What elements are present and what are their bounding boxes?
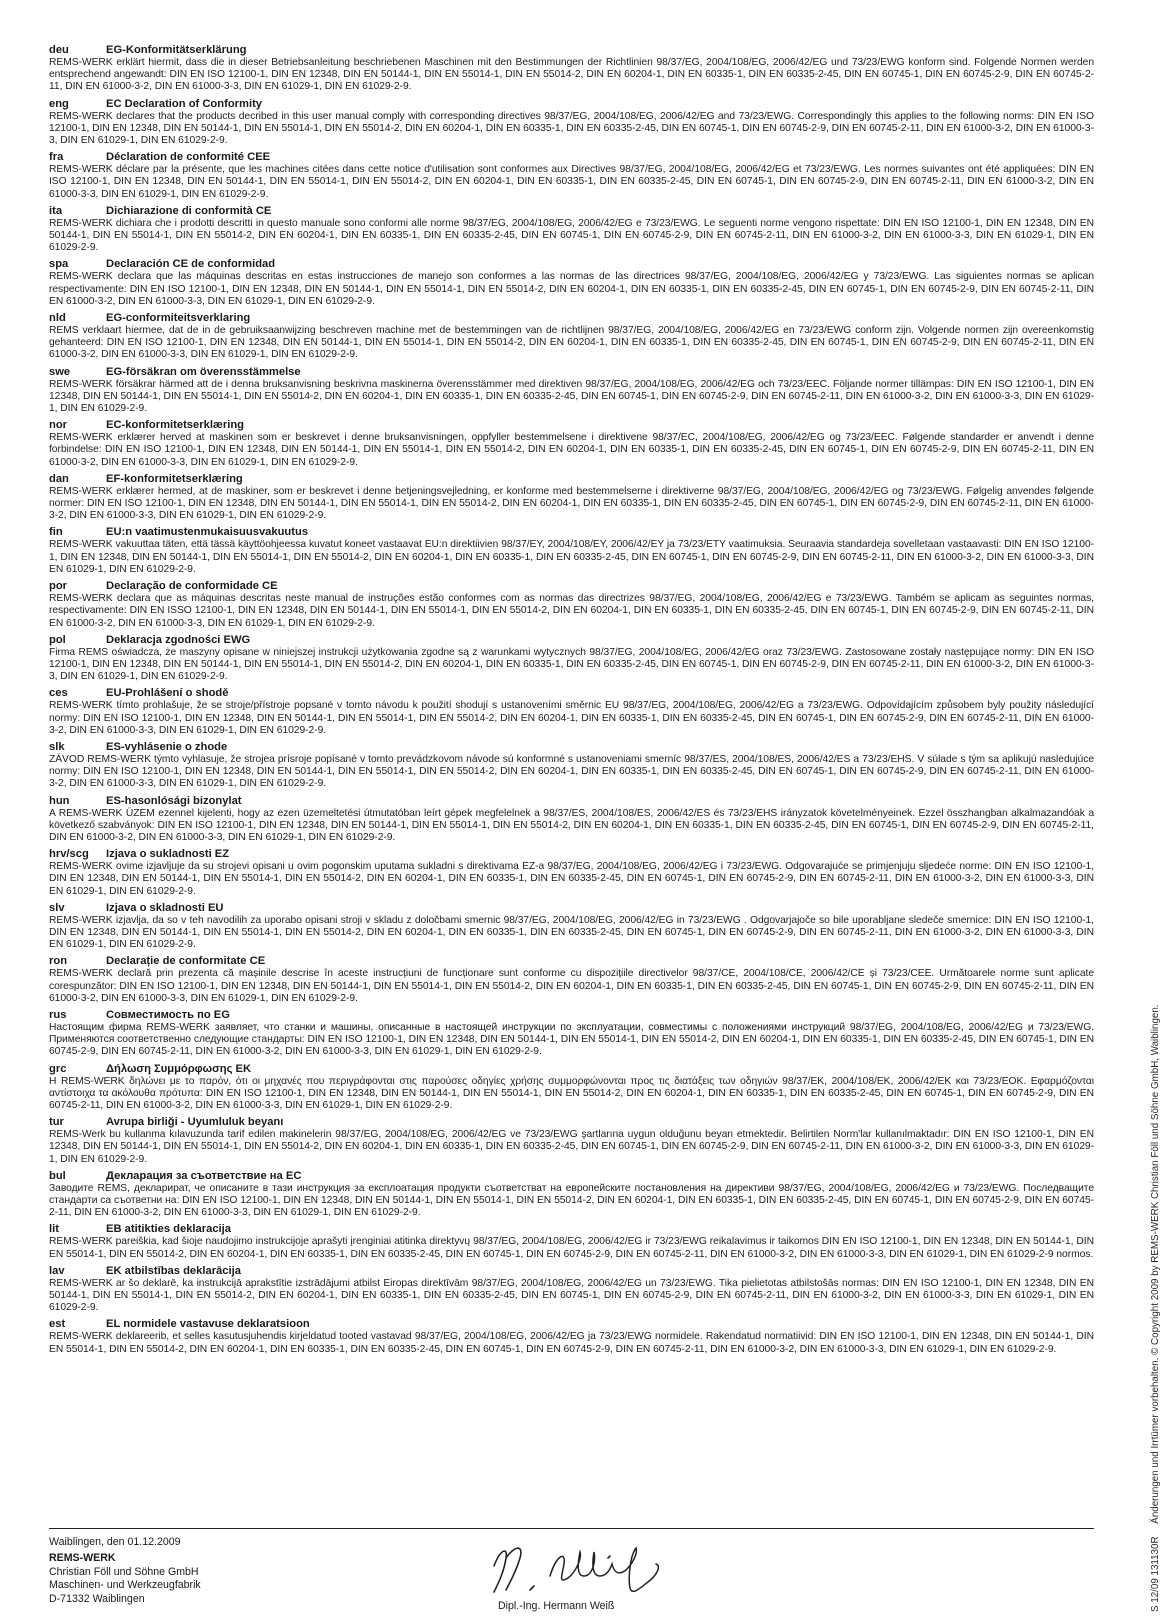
declaration-section bbox=[49, 1170, 1094, 1220]
language-code: ces bbox=[49, 687, 68, 700]
section-heading bbox=[49, 848, 1094, 861]
declaration-section bbox=[49, 741, 1094, 791]
section-body: REMS-WERK declara que las máquinas descritas en estas instrucciones de manejo son conformes a las normas de las directrices 98/37/EG, 2004/108/EG, 2006/42/EG y 73/23/EWG. Las siguientes normas se aplican respectivamente: DIN EN ISO 12100-1, DIN EN 12348, DIN EN 50144-1, DIN EN 55014-1, DIN EN 55014-2, DIN EN 60204-1, DIN EN 60335-1, DIN EN 60335-2-45, DIN EN 60745-1, DIN EN 60745-2-9, DIN EN 60745-2-11, DIN EN 61000-3-2, DIN EN 61000-3-3, DIN EN 61029-1, DIN EN 61029-2-9. bbox=[49, 271, 1094, 307]
section-title: Avrupa birliği - Uyumluluk beyanı bbox=[106, 1116, 284, 1129]
language-code: fin bbox=[49, 526, 63, 539]
section-body: REMS verklaart hiermee, dat de in de gebruiksaanwijzing beschreven machine met de bestemmingen van de richtlijnen 98/37/EG, 2004/108/EG, 2006/42/EG en 73/23/EWG conform zijn. Volgende normen zijn overeenkomstig gehanteerd: DIN EN ISO 12100-1, DIN EN 12348, DIN EN 50144-1, DIN EN 55014-1, DIN EN 55014-2, DIN EN 60204-1, DIN EN 60335-1, DIN EN 60335-2-45, DIN EN 60745-1, DIN EN 60745-2-9, DIN EN 60745-2-11, DIN EN 61000-3-2, DIN EN 61000-3-3, DIN EN 61029-1, DIN EN 61029-2-9. bbox=[49, 325, 1094, 361]
declaration-section bbox=[49, 795, 1094, 845]
section-title: Совместимость по EG bbox=[106, 1008, 230, 1021]
section-title: EK atbilstības deklarācija bbox=[106, 1264, 241, 1277]
declaration-section bbox=[49, 1318, 1094, 1355]
declaration-section bbox=[49, 1265, 1094, 1315]
section-title: Declaración CE de conformidad bbox=[106, 258, 276, 271]
language-code: nor bbox=[49, 419, 68, 432]
section-title: Δήλωση Συμμόρφωσης ΕΚ bbox=[106, 1062, 252, 1075]
section-title: EF-konformitetserklæring bbox=[106, 472, 243, 485]
section-title: EG-Konformitätserklärung bbox=[106, 44, 247, 56]
declaration-section bbox=[49, 955, 1094, 1005]
declaration-section bbox=[49, 1009, 1094, 1059]
section-heading bbox=[49, 205, 1094, 218]
section-heading bbox=[49, 1265, 1094, 1278]
language-code: nld bbox=[49, 312, 66, 325]
section-body: REMS-WERK pareiškia, kad šioje naudojimo instrukcijoje aprašyti įrenginiai atitinka direktyvų 98/37/EG, 2004/108/EG, 2006/42/EG ir 73/23/EWG reikalavimus ir taikomos DIN EN ISO 12100-1, DIN EN 12348, DIN EN 50144-1, DIN EN 55014-1, DIN EN 55014-2, DIN EN 60204-1, DIN EN 60335-1, DIN EN 60335-2-45, DIN EN 60745-1, DIN EN 60745-2-9, DIN EN 60745-2-11, DIN EN 61000-3-2, DIN EN 61000-3-3, DIN EN 61029-1, DIN EN 61029-2-9 normos. bbox=[49, 1236, 1094, 1260]
section-heading bbox=[49, 366, 1094, 379]
section-body: Заводите REMS, декларират, че описаните в тази инструкция за експлоатация продукти съответстват на европейските постановления на директиви 98/37/EG, 2004/108/EG, 2006/42/EG и 73/23/EWG. Последващите стандарти са съответни на: DIN EN ISO 12100-1, DIN EN 12348, DIN EN 50144-1, DIN EN 55014-1, DIN EN 55014-2, DIN EN 60204-1, DIN EN 60335-1, DIN EN 60335-2-45, DIN EN 60745-1, DIN EN 60745-2-9, DIN EN 60745-2-11, DIN EN 61000-3-2, DIN EN 61000-3-3, DIN EN 61029-1, DIN EN 61029-2-9. bbox=[49, 1182, 1094, 1219]
declaration-section bbox=[49, 902, 1094, 952]
section-body: REMS-WERK declara que as máquinas descritas neste manual de instruções estão conformes com as normas das directrizes 98/37/EG, 2004/108/EG, 2006/42/EG e 73/23/EWG. Também se aplicam as seguintes normas, respectivamente: DIN EN ISSO 12100-1, DIN EN 12348, DIN EN 50144-1, DIN EN 55014-1, DIN EN 55014-2, DIN EN 60204-1, DIN EN 60335-1, DIN EN 60335-2-45, DIN EN 60745-1, DIN EN 60745-2-9, DIN EN 60745-2-11, DIN EN 61000-3-2, DIN EN 61000-3-3, DIN EN 61029-1, DIN EN 61029-2-9. bbox=[49, 593, 1094, 629]
section-body: Η REMS-WERK δηλώνει με το παρόν, ότι οι μηχανές που περιγράφονται στις παρούσες οδηγίες χρήσης συμμορφώνονται προς τις διατάξεις των οδηγιών 98/37/ΕΚ, 2004/108/ΕΚ, 2006/42/ΕΚ και 73/23/ΕΟΚ. Εφαρμόζονται αντίστοιχα τα ακόλουθα πρότυπα: DIN EN ISO 12100-1, DIN EN 12348, DIN EN 50144-1, DIN EN 55014-1, DIN EN 55014-2, DIN EN 60204-1, DIN EN 60335-1, DIN EN 60335-2-45, DIN EN 60745-1, DIN EN 60745-2-9, DIN EN 60745-2-11, DIN EN 61000-3-2, DIN EN 61000-3-3, DIN EN 61029-1, DIN EN 61029-2-9. bbox=[49, 1075, 1094, 1111]
section-heading bbox=[49, 419, 1094, 432]
section-heading bbox=[49, 526, 1094, 539]
language-code: spa bbox=[49, 258, 69, 271]
section-heading bbox=[49, 902, 1094, 915]
declaration-section bbox=[49, 1116, 1094, 1166]
section-body: REMS-WERK dichiara che i prodotti descritti in questo manuale sono conformi alle norme 98/37/EG, 2004/108/EG, 2006/42/EG e 73/23/EWG. Le seguenti norme vengono rispettate: DIN EN ISO 12100-1, DIN EN 12348, DIN EN 50144-1, DIN EN 55014-1, DIN EN 55014-2, DIN EN 60204-1, DIN EN 60335-1, DIN EN 60335-2-45, DIN EN 60745-1, DIN EN 60745-2-9, DIN EN 60745-2-11, DIN EN 61000-3-2, DIN EN 61000-3-3, DIN EN 61029-1, DIN EN 61029-2-9. bbox=[49, 217, 1094, 254]
section-heading bbox=[49, 98, 1094, 111]
company-address: D-71332 Waiblingen bbox=[49, 1592, 145, 1605]
declaration-section bbox=[49, 687, 1094, 737]
company-name: REMS-WERK bbox=[49, 1552, 116, 1565]
declaration-section bbox=[49, 205, 1094, 255]
declaration-section bbox=[49, 1223, 1094, 1260]
company-line-1: Christian Föll und Söhne GmbH bbox=[49, 1565, 199, 1578]
issuer-block bbox=[49, 1536, 201, 1606]
section-title: Izjava o sukladnosti EZ bbox=[106, 848, 230, 861]
declaration-section bbox=[49, 151, 1094, 201]
declaration-section bbox=[49, 526, 1094, 576]
language-code: swe bbox=[49, 365, 71, 378]
section-body: REMS-WERK ovime izjavljuje da su strojevi opisani u ovim pogonskim uputama sukladni s direktivama EZ-a 98/37/EG, 2004/108/EG, 2006/42/EG i 73/23/EWG. Odgovarajuće se primjenjuju sljedeće norme: DIN EN ISO 12100-1, DIN EN 12348, DIN EN 50144-1, DIN EN 55014-1, DIN EN 55014-2, DIN EN 60204-1, DIN EN 60335-1, DIN EN 60335-2-45, DIN EN 60745-1, DIN EN 60745-2-9, DIN EN 60745-2-11, DIN EN 61000-3-2, DIN EN 61000-3-3, DIN EN 61029-1, DIN EN 61029-2-9. bbox=[49, 861, 1094, 897]
section-title: EC-konformitetserklæring bbox=[106, 419, 245, 432]
section-heading bbox=[49, 955, 1094, 968]
section-body: REMS-WERK vakuuttaa täten, että tässä käyttöohjeessa kuvatut koneet vastaavat EU:n direktiivien 98/37/EY, 2004/108/EY, 2006/42/EY ja 73/23/ETY vaatimuksia. Seuraavia standardeja sovelletaan vastaavasti: DIN EN ISO 12100-1, DIN EN 12348, DIN EN 50144-1, DIN EN 55014-1, DIN EN 55014-2, DIN EN 60204-1, DIN EN 60335-1, DIN EN 60335-2-45, DIN EN 60745-1, DIN EN 60745-2-9, DIN EN 60745-2-11, DIN EN 61000-3-2, DIN EN 61000-3-3, DIN EN 61029-1, DIN EN 61029-2-9. bbox=[49, 539, 1094, 575]
section-body: REMS-WERK erklærer hermed, at de maskiner, som er beskrevet i denne betjeningsvejledning, er konforme med bestemmelserne i direktiverne 98/37/EG, 2004/108/EG, 2006/42/EG og 73/23/EWG. Følgelig anvendes følgende normer: DIN EN ISO 12100-1, DIN EN 12348, DIN EN 50144-1, DIN EN 55014-1, DIN EN 55014-2, DIN EN 60204-1, DIN EN 60335-1, DIN EN 60335-2-45, DIN EN 60745-1, DIN EN 60745-2-9, DIN EN 60745-2-11, DIN EN 61000-3-2, DIN EN 61000-3-3, DIN EN 61029-1, DIN EN 61029-2-9. bbox=[49, 485, 1094, 522]
section-body: REMS-WERK declares that the products decribed in this user manual comply with corresponding directives 98/37/EG, 2004/108/EG, 2006/42/EG and 73/23/EWG. Correspondingly this applies to the following norms: DIN EN ISO 12100-1, DIN EN 12348, DIN EN 50144-1, DIN EN 55014-1, DIN EN 55014-2, DIN EN 60204-1, DIN EN 60335-1, DIN EN 60335-2-45, DIN EN 60745-1, DIN EN 60745-2-9, DIN EN 60745-2-11, DIN EN 61000-3-2, DIN EN 61000-3-3, DIN EN 61029-1, DIN EN 61029-2-9. bbox=[49, 110, 1094, 147]
declaration-section bbox=[49, 312, 1094, 362]
section-heading bbox=[49, 151, 1094, 164]
language-code: grc bbox=[49, 1062, 67, 1075]
section-body: REMS-WERK deklareerib, et selles kasutusjuhendis kirjeldatud tooted vastavad 98/37/EG, 2004/108/EG, 2006/42/EG ja 73/23/EWG normidele. Rakendatud normatiivid: DIN EN ISO 12100-1, DIN EN 12348, DIN EN 50144-1, DIN EN 55014-1, DIN EN 55014-2, DIN EN 60204-1, DIN EN 60335-1, DIN EN 60335-2-45, DIN EN 60745-1, DIN EN 60745-2-9, DIN EN 60745-2-11, DIN EN 61000-3-2, DIN EN 61000-3-3, DIN EN 61029-1, DIN EN 61029-2-9. bbox=[49, 1331, 1094, 1355]
declaration-sections bbox=[49, 44, 1094, 1360]
declaration-section bbox=[49, 634, 1094, 684]
language-code: slv bbox=[49, 901, 65, 914]
section-heading bbox=[49, 795, 1094, 808]
section-title: ES-vyhlásenie o zhode bbox=[106, 740, 228, 753]
section-title: ES-hasonlósági bizonylat bbox=[106, 794, 242, 807]
section-body: Firma REMS oświadcza, że maszyny opisane w niniejszej instrukcji użytkowania zgodne są z warunkami wytycznych 98/37/EG, 2004/108/EG, 2006/42/EG oraz 73/23/EWG. Zastosowane zostały następujące normy: DIN EN ISO 12100-1, DIN EN 12348, DIN EN 50144-1, DIN EN 55014-1, DIN EN 55014-2, DIN EN 60204-1, DIN EN 60335-1, DIN EN 60335-2-45, DIN EN 60745-1, DIN EN 60745-2-9, DIN EN 60745-2-11, DIN EN 61000-3-2, DIN EN 61000-3-3, DIN EN 61029-1, DIN EN 61029-2-9. bbox=[49, 646, 1094, 683]
section-heading bbox=[49, 580, 1094, 593]
section-body: ZÁVOD REMS-WERK týmto vyhlasuje, že strojea prísroje popísané v tomto prevádzkovom návode sú konformné s ustanoveniami smerníc 98/37/ES, 2004/108/ES, 2006/42/ES a 73/23/EHS. V súlade s tým sa aplikujú nasledujúce normy: DIN EN ISO 12100-1, DIN EN 12348, DIN EN 50144-1, DIN EN 55014-1, DIN EN 55014-2, DIN EN 60204-1, DIN EN 60335-1, DIN EN 60335-2-45, DIN EN 60745-1, DIN EN 60745-2-9, DIN EN 60745-2-11, DIN EN 61000-3-2, DIN EN 61000-3-3, DIN EN 61029-1, DIN EN 61029-2-9. bbox=[49, 753, 1094, 790]
section-body: REMS-WERK erklärt hiermit, dass die in dieser Betriebsanleitung beschriebenen Maschinen mit den Bestimmungen der Richtlinien 98/37/EG, 2004/108/EG, 2006/42/EG und 73/23/EWG konform sind. Folgende Normen werden entsprechend angewandt: DIN EN ISO 12100-1, DIN EN 12348, DIN EN 50144-1, DIN EN 55014-1, DIN EN 55014-2, DIN EN 60204-1, DIN EN 60335-1, DIN EN 60335-2-45, DIN EN 60745-1, DIN EN 60745-2-9, DIN EN 60745-2-11, DIN EN 61000-3-2, DIN EN 61000-3-3, DIN EN 61029-1, DIN EN 61029-2-9. bbox=[49, 57, 1094, 93]
language-code: por bbox=[49, 580, 68, 593]
section-heading bbox=[49, 1223, 1094, 1236]
section-title: Déclaration de conformité CEE bbox=[106, 151, 271, 164]
section-body: REMS-WERK försäkrar härmed att de i denna bruksanvisning beskrivna maskinerna överensstämmer med direktiven 98/37/EG, 2004/108/EG, 2006/42/EG och 73/23/EEC. Följande normer tillämpas: DIN EN ISO 12100-1, DIN EN 12348, DIN EN 50144-1, DIN EN 55014-1, DIN EN 55014-2, DIN EN 60204-1, DIN EN 60335-1, DIN EN 60335-2-45, DIN EN 60745-1, DIN EN 60745-2-9, DIN EN 60745-2-11, DIN EN 61000-3-2, DIN EN 61000-3-3, DIN EN 61029-1, DIN EN 61029-2-9. bbox=[49, 378, 1094, 415]
section-title: Declaração de conformidade CE bbox=[106, 580, 278, 593]
copyright-text: Änderungen und Irrtümer vorbehalten. © Copyright 2009 by REMS-WERK Christian Föll und Söhne GmbH, Waiblingen. bbox=[1150, 1004, 1161, 1524]
section-body: REMS-WERK ar šo deklarē, ka instrukcijā aprakstītie izstrādājumi atbilst Eiropas direktīvām 98/37/EG, 2004/108/EG, 2006/42/EG un 73/23/EWG. Tika pielietotas atbilstošās normas: DIN EN ISO 12100-1, DIN EN 12348, DIN EN 50144-1, DIN EN 55014-1, DIN EN 55014-2, DIN EN 60204-1, DIN EN 60335-1, DIN EN 60335-2-45, DIN EN 60745-1, DIN EN 60745-2-9, DIN EN 60745-2-11, DIN EN 61000-3-2, DIN EN 61000-3-3, DIN EN 61029-1, DIN EN 61029-2-9. bbox=[49, 1277, 1094, 1314]
section-title: Dichiarazione di conformità CE bbox=[106, 204, 272, 217]
company-line-2: Maschinen- und Werkzeugfabrik bbox=[49, 1579, 201, 1592]
section-body: A REMS-WERK ÜZEM ezennel kijelenti, hogy az ezen üzemeltetési útmutatóban leírt gépek megfelelnek a 98/37/ES, 2004/108/ES, 2006/42/ES és 73/23/EHS irányzatok követelményeinek. Ezzel összhangban alkalmazandóak a következő szabványok: DIN EN ISO 12100-1, DIN EN 12348, DIN EN 50144-1, DIN EN 55014-1, DIN EN 55014-2, DIN EN 60204-1, DIN EN 60335-1, DIN EN 60335-2-45, DIN EN 60745-1, DIN EN 60745-2-9, DIN EN 60745-2-11, DIN EN 61000-3-2, DIN EN 61000-3-3, DIN EN 61029-1, DIN EN 61029-2-9. bbox=[49, 807, 1094, 843]
document-code: S 12/09 131130R bbox=[1150, 1536, 1161, 1612]
language-code: fra bbox=[49, 151, 64, 164]
language-code: est bbox=[49, 1318, 66, 1331]
language-code: lav bbox=[49, 1264, 65, 1277]
copyright-sidenote bbox=[1150, 912, 1161, 1612]
section-body: REMS-WERK declară prin prezenta că mașinile descrise în aceste instrucțiuni de funcționare sunt conforme cu dispozițiile directivelor 98/37/CE, 2004/108/CE, 2006/42/CE și 73/23/CEE. Următoarele norme sunt aplicate corespunzător: DIN EN ISO 12100-1, DIN EN 12348, DIN EN 50144-1, DIN EN 55014-1, DIN EN 55014-2, DIN EN 60204-1, DIN EN 60335-1, DIN EN 60335-2-45, DIN EN 60745-1, DIN EN 60745-2-9, DIN EN 60745-2-11, DIN EN 61000-3-2, DIN EN 61000-3-3, DIN EN 61029-1, DIN EN 61029-2-9. bbox=[49, 968, 1094, 1004]
section-title: EC Declaration of Conformity bbox=[106, 97, 263, 110]
language-code: eng bbox=[49, 97, 69, 110]
section-heading bbox=[49, 312, 1094, 325]
section-title: Declarație de conformitate CE bbox=[106, 955, 266, 968]
handwritten-signature bbox=[480, 1536, 690, 1598]
section-title: Декларация за съответствие на ЕС bbox=[106, 1169, 302, 1182]
language-code: deu bbox=[49, 44, 69, 56]
declaration-section bbox=[49, 473, 1094, 523]
section-body: REMS-Werk bu kullanma kılavuzunda tarif edilen makinelerin 98/37/EG, 2004/108/EG, 2006/42/EG ve 73/23/EWG şartlarına uygun olduğunu beyan etmektedir. Belirtilen Norm'lar kullanılmaktadır: DIN EN ISO 12100-1, DIN EN 12348, DIN EN 50144-1, DIN EN 55014-1, DIN EN 55014-2, DIN EN 60204-1, DIN EN 60335-1, DIN EN 60335-2-45, DIN EN 60745-1, DIN EN 60745-2-9, DIN EN 60745-2-11, DIN EN 61000-3-2, DIN EN 61000-3-3, DIN EN 61029-1, DIN EN 61029-2-9. bbox=[49, 1129, 1094, 1165]
section-body: REMS-WERK erklærer herved at maskinen som er beskrevet i denne bruksanvisningen, oppfyller bestemmelsene i direktivene 98/37/EC, 2004/108/EG, 2006/42/EG og 73/23/EEC. Følgende standarder er anvendt i denne forbindelse: DIN EN ISO 12100-1, DIN EN 12348, DIN EN 50144-1, DIN EN 55014-1, DIN EN 55014-2, DIN EN 60204-1, DIN EN 60335-1, DIN EN 60335-2-45, DIN EN 60745-1, DIN EN 60745-2-9, DIN EN 60745-2-11, DIN EN 61000-3-2, DIN EN 61000-3-3, DIN EN 61029-1, DIN EN 61029-2-9. bbox=[49, 432, 1094, 468]
language-code: ron bbox=[49, 955, 68, 968]
language-code: tur bbox=[49, 1116, 64, 1129]
section-title: Deklaracja zgodności EWG bbox=[106, 633, 251, 646]
language-code: dan bbox=[49, 472, 69, 485]
section-title: EU:n vaatimustenmukaisuusvakuutus bbox=[106, 526, 309, 539]
declaration-section bbox=[49, 580, 1094, 630]
declaration-section bbox=[49, 98, 1094, 148]
section-body: REMS-WERK izjavlja, da so v teh navodilih za uporabo opisani stroji v skladu z določbami smernic 98/37/EG, 2004/108/EG, 2006/42/EG in 73/23/EWG . Odgovarjajoče so bile uporabljane sledeče smernice: DIN EN ISO 12100-1, DIN EN 12348, DIN EN 50144-1, DIN EN 55014-1, DIN EN 55014-2, DIN EN 60204-1, DIN EN 60335-1, DIN EN 60335-2-45, DIN EN 60745-1, DIN EN 60745-2-9, DIN EN 60745-2-11, DIN EN 61000-3-2, DIN EN 61000-3-3, DIN EN 61029-1, DIN EN 61029-2-9. bbox=[49, 914, 1094, 951]
language-code: hrv/scg bbox=[49, 848, 89, 861]
section-heading bbox=[49, 1063, 1094, 1076]
language-code: pol bbox=[49, 633, 66, 646]
place-date: Waiblingen, den 01.12.2009 bbox=[49, 1536, 181, 1548]
section-title: Izjava o skladnosti EU bbox=[106, 901, 224, 914]
language-code: hun bbox=[49, 794, 70, 807]
language-code: bul bbox=[49, 1169, 66, 1182]
declaration-section bbox=[49, 258, 1094, 308]
section-heading bbox=[49, 741, 1094, 754]
declaration-section bbox=[49, 366, 1094, 416]
signatory-name: Dipl.-Ing. Hermann Weiß bbox=[498, 1600, 615, 1612]
section-heading bbox=[49, 634, 1094, 647]
language-code: rus bbox=[49, 1008, 67, 1021]
section-body: Настоящим фирма REMS-WERK заявляет, что станки и машины, описанные в настоящей инструкции по эксплуатации, совместимы с положениями инструкций 98/37/EG, 2004/108/EG, 2006/42/EG и 73/23/EWG. Применяются соответственно следующие стандарты: DIN EN ISO 12100-1, DIN EN 12348, DIN EN 50144-1, DIN EN 55014-1, DIN EN 55014-2, DIN EN 60204-1, DIN EN 60335-1, DIN EN 60335-2-45, DIN EN 60745-1, DIN EN 60745-2-9, DIN EN 60745-2-11, DIN EN 61000-3-2, DIN EN 61000-3-3, DIN EN 61029-1, DIN EN 61029-2-9. bbox=[49, 1021, 1094, 1058]
section-heading bbox=[49, 1318, 1094, 1331]
section-heading bbox=[49, 687, 1094, 700]
section-title: EG-conformiteitsverklaring bbox=[106, 312, 251, 325]
section-heading bbox=[49, 1009, 1094, 1022]
section-heading bbox=[49, 1116, 1094, 1129]
language-code: ita bbox=[49, 204, 63, 217]
section-title: EU-Prohlášení o shodě bbox=[106, 687, 229, 700]
section-body: REMS-WERK déclare par la présente, que les machines citées dans cette notice d'utilisation sont conformes aux Directives 98/37/EG, 2004/108/EG, 2006/42/EG et 73/23/EWG. Les normes suivantes ont été appliquées: DIN EN ISO 12100-1, DIN EN 12348, DIN EN 50144-1, DIN EN 55014-1, DIN EN 55014-2, DIN EN 60204-1, DIN EN 60335-1, DIN EN 60335-2-45, DIN EN 60745-1, DIN EN 60745-2-9, DIN EN 60745-2-11, DIN EN 61000-3-2, DIN EN 61000-3-3, DIN EN 61029-1, DIN EN 61029-2-9. bbox=[49, 164, 1094, 200]
declaration-section bbox=[49, 1063, 1094, 1113]
language-code: lit bbox=[49, 1223, 59, 1236]
declaration-section bbox=[49, 419, 1094, 469]
declaration-section bbox=[49, 44, 1094, 94]
section-body: REMS-WERK tímto prohlašuje, že se stroje/přístroje popsané v tomto návodu k použití shodují s ustanoveními směrnic EU 98/37/EG, 2004/108/EG, 2006/42/EG a 73/23/EWG. Odpovídajícím způsobem byly použity následující normy: DIN EN ISO 12100-1, DIN EN 12348, DIN EN 50144-1, DIN EN 55014-1, DIN EN 55014-2, DIN EN 60204-1, DIN EN 60335-1, DIN EN 60335-2-45, DIN EN 60745-1, DIN EN 60745-2-9, DIN EN 60745-2-11, DIN EN 61000-3-2, DIN EN 61000-3-3, DIN EN 61029-1, DIN EN 61029-2-9. bbox=[49, 700, 1094, 736]
section-title: EL normidele vastavuse deklaratsioon bbox=[106, 1318, 310, 1331]
section-heading bbox=[49, 44, 1094, 57]
section-title: EB atitikties deklaracija bbox=[106, 1223, 231, 1236]
section-heading bbox=[49, 1170, 1094, 1183]
footer-divider bbox=[49, 1528, 1094, 1529]
declaration-section bbox=[49, 848, 1094, 898]
section-heading bbox=[49, 473, 1094, 486]
section-title: EG-försäkran om överensstämmelse bbox=[106, 365, 301, 378]
section-heading bbox=[49, 258, 1094, 271]
language-code: slk bbox=[49, 740, 65, 753]
